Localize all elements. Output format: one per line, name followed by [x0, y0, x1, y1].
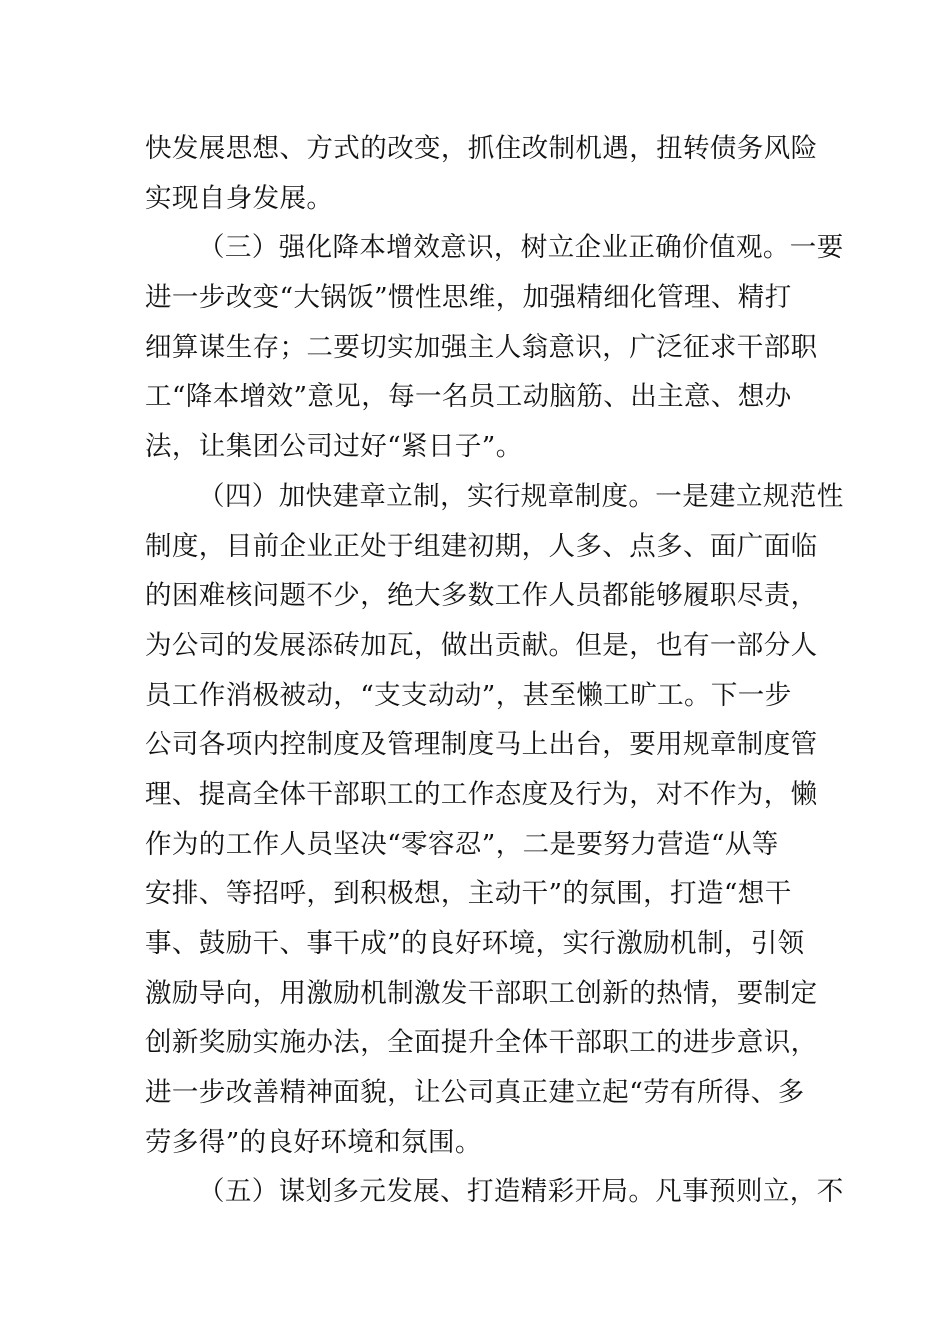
text-line: 工“降本增效”意见，每一名员工动脑筋、出主意、想办: [145, 381, 792, 413]
text-line: 的困难核问题不少，绝大多数工作人员都能够履职尽责，: [145, 580, 818, 612]
body-text: [145, 124, 844, 1217]
paragraph-first-line: （五）谋划多元发展、打造精彩开局。凡事预则立，不: [198, 1176, 844, 1208]
text-line: 事、鼓励干、事干成”的良好环境，实行激励机制，引领: [145, 928, 805, 959]
text-line: 激励导向，用激励机制激发干部职工创新的热情，要制定: [145, 977, 818, 1009]
paragraph-first-line: （三）强化降本增效意识，树立企业正确价值观。一要: [198, 232, 844, 264]
text-line: 员工作消极被动，“支支动动”，甚至懒工旷工。下一步: [145, 679, 792, 711]
text-line: 为公司的发展添砖加瓦，做出贡献。但是，也有一部分人: [145, 629, 818, 661]
text-line: 细算谋生存；二要切实加强主人翁意识，广泛征求干部职: [145, 331, 818, 363]
text-line: 快发展思想、方式的改变，抓住改制机遇，扭转债务风险: [145, 133, 818, 164]
text-line: 进一步改变“大锅饭”惯性思维，加强精细化管理、精打: [145, 282, 792, 314]
text-line: 理、提高全体干部职工的工作态度及行为，对不作为，懒: [145, 778, 818, 810]
paragraph-first-line: （四）加快建章立制，实行规章制度。一是建立规范性: [198, 480, 844, 512]
text-line: 作为的工作人员坚决“零容忍”，二是要努力营造“从等: [145, 828, 779, 860]
text-line: 进一步改善精神面貌，让公司真正建立起“劳有所得、多: [145, 1077, 805, 1109]
text-line: 公司各项内控制度及管理制度马上出台，要用规章制度管: [145, 729, 818, 761]
text-line: 创新奖励实施办法，全面提升全体干部职工的进步意识，: [145, 1027, 818, 1059]
text-line: 法，让集团公司过好“紧日子”。: [145, 431, 523, 463]
text-line: 安排、等招呼，到积极想，主动干”的氛围，打造“想干: [145, 878, 792, 910]
text-line: 制度，目前企业正处于组建初期，人多、点多、面广面临: [145, 530, 818, 562]
text-line: 实现自身发展。: [145, 182, 334, 214]
text-line: 劳多得”的良好环境和氛围。: [145, 1126, 482, 1158]
